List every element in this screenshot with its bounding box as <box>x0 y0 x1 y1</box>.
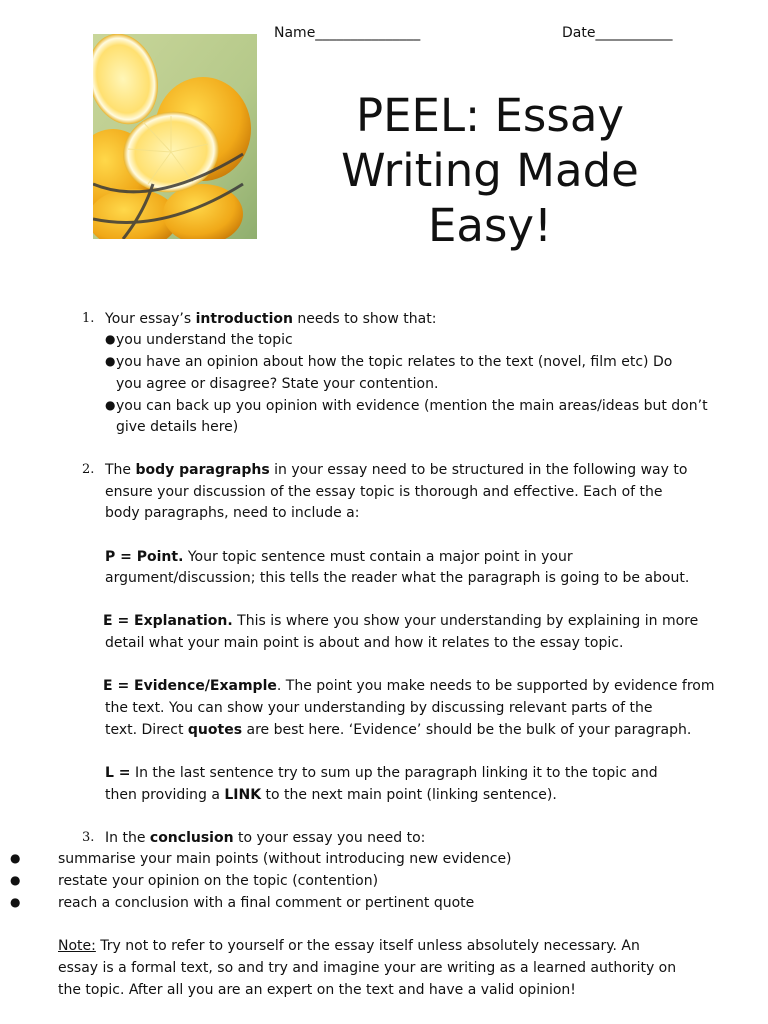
note-line: Note: Try not to refer to yourself or the essay itself unless absolutely necessary. An <box>58 938 640 954</box>
lemons-in-wire-bowl-photo <box>93 34 257 239</box>
section3-intro: In the conclusion to your essay you need to: <box>105 830 426 846</box>
bullet-icon: ● <box>105 354 116 368</box>
peel-evidence-line: text. Direct quotes are best here. ‘Evidence’ should be the bulk of your paragraph. <box>105 722 692 738</box>
note-line: the topic. After all you are an expert on the text and have a valid opinion! <box>58 982 576 998</box>
date-field-label: Date___________ <box>562 25 673 41</box>
bullet-item: reach a conclusion with a final comment or pertinent quote <box>58 895 475 911</box>
note-line: essay is a formal text, so and try and imagine your are writing as a learned authority on <box>58 960 677 976</box>
peel-point: P = Point. Your topic sentence must contain a major point in your <box>105 549 573 565</box>
note-label: Note: <box>58 938 96 954</box>
bullet-item-continued: you agree or disagree? State your contention. <box>116 376 439 392</box>
bullet-item: you have an opinion about how the topic relates to the text (novel, film etc) Do <box>116 354 673 370</box>
peel-explanation-line: detail what your main point is about and how it relates to the essay topic. <box>105 635 624 651</box>
bullet-icon: ● <box>10 895 21 909</box>
bullet-icon: ● <box>10 851 21 865</box>
title-line: Easy! <box>427 199 553 252</box>
bullet-item: you understand the topic <box>116 332 293 348</box>
peel-point-line: argument/discussion; this tells the reader what the paragraph is going to be about. <box>105 570 690 586</box>
bullet-icon: ● <box>10 873 21 887</box>
section-number: 2. <box>82 462 95 477</box>
peel-explanation: E = Explanation. This is where you show your understanding by explaining in more <box>103 613 699 629</box>
bullet-item: you can back up you opinion with evidence (mention the main areas/ideas but don’t <box>116 398 708 414</box>
lemons-photo <box>93 34 257 239</box>
bullet-item: restate your opinion on the topic (contention) <box>58 873 379 889</box>
peel-evidence: E = Evidence/Example. The point you make needs to be supported by evidence from <box>103 678 715 694</box>
peel-link-line: then providing a LINK to the next main point (linking sentence). <box>105 787 557 803</box>
name-field-label: Name_______________ <box>274 25 421 41</box>
section2-line: ensure your discussion of the essay topic is thorough and effective. Each of the <box>105 484 663 500</box>
bullet-item-continued: give details here) <box>116 419 239 435</box>
peel-link: L = In the last sentence try to sum up the paragraph linking it to the topic and <box>105 765 658 781</box>
bullet-item: summarise your main points (without introducing new evidence) <box>58 851 512 867</box>
section-number: 3. <box>82 830 95 845</box>
title-line: PEEL: Essay <box>355 89 625 142</box>
bullet-icon: ● <box>105 332 116 346</box>
section-number: 1. <box>82 311 95 326</box>
section1-intro: Your essay’s introduction needs to show that: <box>105 311 437 327</box>
title-line: Writing Made <box>341 144 639 197</box>
page-title <box>300 88 680 253</box>
section2-line: The body paragraphs in your essay need to be structured in the following way to <box>105 462 688 478</box>
section2-line: body paragraphs, need to include a: <box>105 505 360 521</box>
peel-evidence-line: the text. You can show your understanding by discussing relevant parts of the <box>105 700 653 716</box>
bullet-icon: ● <box>105 398 116 412</box>
